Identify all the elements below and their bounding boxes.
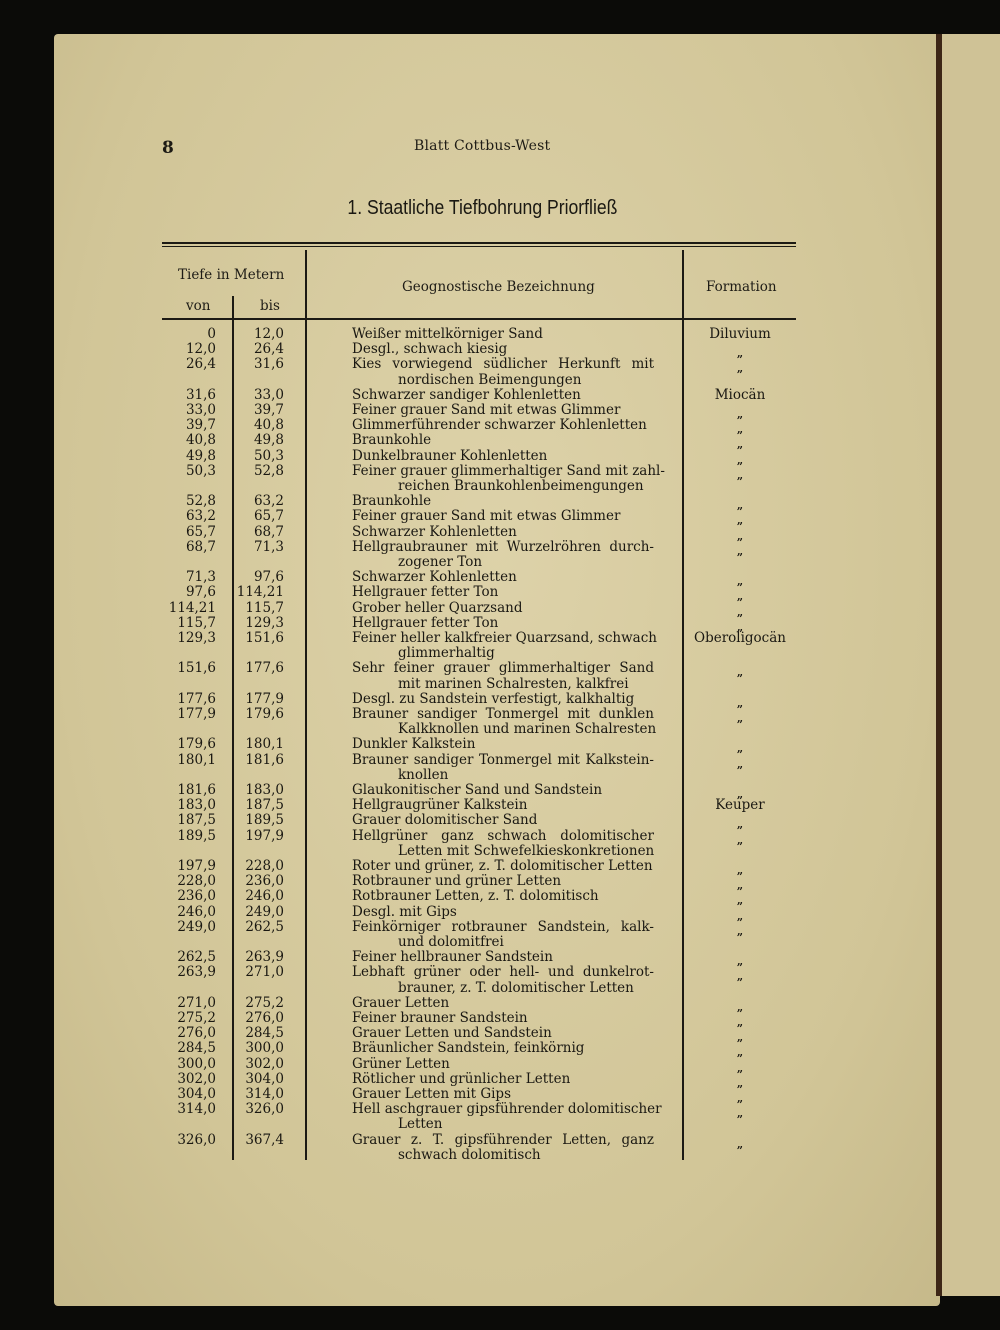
depth-from: 0 [207, 326, 216, 342]
depth-from: 50,3 [185, 462, 216, 479]
depth-to: 31,6 [253, 356, 284, 373]
depth-to: 49,8 [253, 432, 284, 449]
description-line: Hellgrauer fetter Ton [352, 614, 499, 631]
depth-to: 304,0 [245, 1070, 284, 1087]
depth-from: 228,0 [177, 873, 216, 890]
depth-from: 179,6 [177, 736, 216, 753]
formation: „ [736, 696, 744, 710]
depth-from: 33,0 [185, 402, 216, 418]
table-row [0, 356, 1000, 388]
depth-to: 65,7 [253, 508, 284, 525]
depth-to: 300,0 [245, 1040, 284, 1057]
description [352, 859, 654, 874]
description [352, 462, 665, 494]
depth-to: 151,6 [245, 630, 284, 646]
depth-from: 304,0 [177, 1086, 216, 1102]
description-line: Desgl. zu Sandstein verfestigt, kalkhaltig [352, 690, 635, 707]
page-number: 8 [162, 138, 174, 158]
depth-from: 177,9 [177, 706, 216, 722]
depth-from: 63,2 [185, 508, 216, 525]
description [352, 585, 654, 600]
description [352, 920, 654, 950]
table-row [0, 508, 1000, 528]
depth-to: 236,0 [245, 873, 284, 890]
description-line: Grauer Letten mit Gips [352, 1086, 512, 1102]
formation: „ [736, 894, 744, 908]
table-row [0, 569, 1000, 589]
formation: „ [736, 818, 744, 832]
description-line: Feiner grauer Sand mit etwas Glimmer [352, 402, 621, 418]
formation: „ [736, 1000, 744, 1014]
depth-to: 39,7 [253, 402, 284, 418]
formation: „ [736, 955, 744, 969]
table-row [0, 706, 1000, 738]
description-line: Grauer Letten und Sandstein [352, 1025, 552, 1042]
description [352, 1133, 654, 1163]
description-line: Sehr feiner grauer glimmerhaltiger Sand [352, 660, 654, 677]
description [352, 692, 654, 707]
depth-to: 197,9 [245, 827, 284, 844]
description-line: Hellgraugrüner Kalkstein [352, 797, 528, 814]
formation: „ [736, 833, 744, 847]
table-row [0, 812, 1000, 832]
description-line: Grober heller Quarzsand [352, 599, 523, 616]
depth-to: 367,4 [245, 1131, 284, 1148]
table-row [0, 888, 1000, 908]
formation: „ [736, 468, 744, 482]
formation: „ [736, 712, 744, 725]
table-row [0, 827, 1000, 859]
depth-from: 263,9 [177, 964, 216, 981]
description-line: Glimmerführender schwarzer Kohlenletten [352, 417, 647, 434]
description-line: Brauner sandiger Tonmergel mit Kalkstein- [352, 751, 654, 768]
depth-to: 115,7 [245, 599, 284, 616]
depth-from: 71,3 [185, 569, 216, 586]
formation: „ [736, 864, 744, 877]
description-line: Schwarzer Kohlenletten [352, 569, 517, 586]
formation: „ [736, 408, 744, 421]
formation: „ [736, 1107, 744, 1121]
depth-to: 114,21 [236, 584, 284, 601]
description-line: mit marinen Schalresten, kalkfrei [398, 675, 629, 692]
depth-from: 302,0 [177, 1070, 216, 1087]
formation: „ [736, 1061, 744, 1075]
depth-from: 180,1 [177, 751, 216, 768]
header-bottom-rule [162, 318, 796, 320]
description-line: Hellgrauer fetter Ton [352, 584, 499, 601]
depth-to: 271,0 [245, 964, 284, 981]
description-line: zogener Ton [398, 553, 483, 570]
header-depth: Tiefe in Metern [178, 267, 285, 283]
formation: „ [736, 1016, 744, 1029]
description-line: Braunkohle [352, 493, 432, 510]
depth-from: 97,6 [185, 584, 216, 601]
description-line: nordischen Beimengungen [398, 371, 582, 388]
depth-from: 262,5 [177, 949, 216, 966]
header-divider-2 [682, 250, 684, 318]
formation: „ [736, 1046, 744, 1060]
table-row [0, 630, 1000, 662]
depth-to: 33,0 [253, 386, 284, 403]
depth-to: 189,5 [245, 812, 284, 829]
description-line: Letten [398, 1116, 443, 1133]
page-title: 1. Staatliche Tiefbohrung Priorfließ [346, 197, 617, 219]
description-line: Grauer Letten [352, 994, 450, 1011]
depth-from: 65,7 [185, 523, 216, 540]
table-row [0, 660, 1000, 692]
depth-from: 49,8 [185, 447, 216, 464]
depth-from: 284,5 [177, 1040, 216, 1057]
header-von: von [186, 298, 211, 314]
depth-to: 68,7 [253, 523, 284, 540]
depth-to: 40,8 [253, 417, 284, 434]
formation: „ [736, 970, 744, 984]
depth-to: 52,8 [253, 462, 284, 479]
formation: „ [736, 1137, 744, 1151]
header-bis: bis [260, 298, 280, 314]
formation: „ [736, 605, 744, 619]
depth-from: 151,6 [177, 660, 216, 677]
description-line: Feiner heller kalkfreier Quarzsand, schwach [352, 630, 657, 646]
header-divider-1 [305, 250, 307, 318]
description [352, 829, 654, 859]
depth-to: 228,0 [245, 858, 284, 874]
formation: „ [736, 1031, 744, 1045]
table-row [0, 538, 1000, 570]
formation: „ [736, 499, 744, 513]
depth-from: 68,7 [185, 538, 216, 555]
description [352, 1072, 654, 1087]
description [352, 1026, 654, 1041]
depth-to: 50,3 [253, 447, 284, 464]
running-head: Blatt Cottbus-West [414, 138, 551, 154]
description-line: Grüner Letten [352, 1055, 450, 1072]
formation: „ [736, 924, 744, 938]
description-line: Feinkörniger rotbrauner Sandstein, kalk- [352, 918, 654, 935]
description [352, 996, 654, 1011]
depth-from: 271,0 [177, 994, 216, 1011]
depth-from: 115,7 [177, 614, 216, 631]
depth-to: 284,5 [245, 1025, 284, 1042]
description-line: Desgl., schwach kiesig [352, 341, 508, 358]
depth-to: 63,2 [253, 493, 284, 510]
depth-to: 302,0 [245, 1055, 284, 1072]
formation: „ [736, 423, 744, 437]
formation: „ [736, 909, 744, 923]
description-line: Dunkelbrauner Kohlenletten [352, 447, 548, 464]
formation: „ [736, 347, 744, 361]
description [352, 905, 654, 920]
formation: „ [736, 529, 744, 543]
description [352, 1041, 654, 1056]
formation: Miocän [714, 386, 766, 403]
depth-from: 249,0 [177, 918, 216, 935]
table-row [0, 918, 1000, 950]
description-line: Letten mit Schwefelkieskonkretionen [398, 842, 655, 859]
formation: „ [736, 788, 744, 801]
description [352, 327, 654, 342]
description [352, 388, 654, 403]
depth-to: 314,0 [245, 1086, 284, 1102]
formation: „ [736, 438, 744, 452]
depth-from: 12,0 [185, 341, 216, 358]
depth-from: 326,0 [177, 1131, 216, 1148]
formation: „ [736, 544, 744, 558]
description [352, 418, 654, 433]
formation: Keuper [715, 797, 765, 814]
description [352, 601, 654, 616]
description-line: Glaukonitischer Sand und Sandstein [352, 782, 603, 798]
description-line: Bräunlicher Sandstein, feinkörnig [352, 1040, 585, 1057]
table-row [0, 1040, 1000, 1060]
table-row [0, 751, 1000, 783]
depth-to: 12,0 [253, 326, 284, 342]
description [352, 1011, 654, 1026]
formation: „ [736, 453, 744, 467]
depth-to: 246,0 [245, 888, 284, 905]
description-line: und dolomitfrei [398, 933, 504, 950]
description [352, 540, 654, 570]
depth-from: 187,5 [177, 812, 216, 829]
description-line: Schwarzer Kohlenletten [352, 523, 517, 540]
description-line: schwach dolomitisch [398, 1146, 541, 1163]
description-line: Grauer z. T. gipsführender Letten, ganz [352, 1131, 654, 1148]
formation: „ [736, 1092, 744, 1105]
description-line: Desgl. mit Gips [352, 903, 457, 920]
depth-from: 183,0 [177, 797, 216, 814]
description [352, 798, 654, 813]
description [352, 874, 654, 889]
description [352, 889, 654, 904]
description-line: brauner, z. T. dolomitischer Letten [398, 979, 634, 996]
description-line: Rotbrauner Letten, z. T. dolomitisch [352, 888, 599, 905]
table-row [0, 1101, 1000, 1133]
table-row [0, 432, 1000, 452]
description [352, 525, 654, 540]
description [352, 1057, 654, 1072]
description [352, 403, 654, 418]
description-line: Kies vorwiegend südlicher Herkunft mit [352, 356, 654, 373]
description-line: Roter und grüner, z. T. dolomitischer Letten [352, 858, 653, 874]
depth-to: 179,6 [245, 706, 284, 722]
table-top-rule-thin [162, 246, 796, 247]
depth-from: 314,0 [177, 1101, 216, 1118]
formation: Diluvium [709, 326, 771, 342]
depth-from: 300,0 [177, 1055, 216, 1072]
depth-from: 197,9 [177, 858, 216, 874]
description-line: Grauer dolomitischer Sand [352, 812, 538, 829]
depth-to: 129,3 [245, 614, 284, 631]
depth-from: 236,0 [177, 888, 216, 905]
depth-to: 177,9 [245, 690, 284, 707]
depth-from: 246,0 [177, 903, 216, 920]
description [352, 357, 654, 387]
description [352, 753, 654, 783]
depth-from: 40,8 [185, 432, 216, 449]
description [352, 494, 654, 509]
description [352, 433, 654, 448]
depth-to: 97,6 [253, 569, 284, 586]
formation: „ [736, 590, 744, 604]
description-line: Feiner hellbrauner Sandstein [352, 949, 553, 966]
table-top-rule [162, 242, 796, 244]
table-row [0, 736, 1000, 756]
depth-from: 177,6 [177, 690, 216, 707]
depth-to: 71,3 [253, 538, 284, 555]
description [352, 449, 654, 464]
formation: „ [736, 879, 744, 893]
formation: „ [736, 742, 744, 756]
depth-from: 275,2 [177, 1010, 216, 1026]
description [352, 1101, 662, 1133]
formation: „ [736, 575, 744, 589]
description [352, 965, 654, 995]
depth-to: 275,2 [245, 994, 284, 1011]
formation: „ [736, 1076, 744, 1090]
depth-to: 26,4 [253, 341, 284, 358]
depth-to: 183,0 [245, 782, 284, 798]
description [352, 813, 654, 828]
description-line: Kalkknollen und marinen Schalresten [398, 721, 657, 738]
description-line: Weißer mittelkörniger Sand [352, 326, 543, 342]
header-description: Geognostische Bezeichnung [402, 279, 595, 295]
description-line: Dunkler Kalkstein [352, 736, 476, 753]
depth-from: 189,5 [177, 827, 216, 844]
description [352, 570, 654, 585]
depth-to: 181,6 [245, 751, 284, 768]
description [352, 616, 654, 631]
table-row [0, 417, 1000, 437]
formation: „ [736, 514, 744, 528]
depth-from: 129,3 [177, 630, 216, 646]
table-row [0, 462, 1000, 494]
description-line: Feiner brauner Sandstein [352, 1010, 528, 1026]
formation: „ [736, 757, 744, 771]
formation: „ [736, 666, 744, 680]
description-line: Rötlicher und grünlicher Letten [352, 1070, 571, 1087]
depth-from: 39,7 [185, 417, 216, 434]
depth-from: 181,6 [177, 782, 216, 798]
description [352, 1087, 654, 1102]
depth-to: 180,1 [245, 736, 284, 753]
depth-to: 276,0 [245, 1010, 284, 1026]
depth-to: 187,5 [245, 797, 284, 814]
description-line: Schwarzer sandiger Kohlenletten [352, 386, 581, 403]
depth-to: 262,5 [245, 918, 284, 935]
table-row [0, 601, 1000, 617]
description [352, 950, 654, 965]
description [352, 783, 654, 798]
description-line: glimmerhaltig [398, 645, 495, 662]
description-line: Feiner grauer glimmerhaltiger Sand mit zahl- [352, 462, 665, 479]
formation: „ [736, 620, 744, 634]
formation: „ [736, 362, 744, 376]
depth-to: 249,0 [245, 903, 284, 920]
description-line: Hellgraubrauner mit Wurzelröhren durch- [352, 538, 654, 555]
table-row [0, 584, 1000, 604]
description-line: Hellgrüner ganz schwach dolomitischer [352, 827, 654, 844]
depth-from: 26,4 [185, 356, 216, 373]
description [352, 737, 654, 752]
description [352, 661, 654, 691]
depth-to: 326,0 [245, 1101, 284, 1118]
formation: Oberoligocän [694, 630, 786, 646]
depth-from: 52,8 [185, 493, 216, 510]
depth-to: 177,6 [245, 660, 284, 677]
depth-from: 31,6 [185, 386, 216, 403]
description-line: reichen Braunkohlenbeimengungen [398, 477, 644, 494]
description [352, 342, 654, 357]
description-line: Feiner grauer Sand mit etwas Glimmer [352, 508, 621, 525]
description-line: Braunkohle [352, 432, 432, 449]
description [352, 509, 654, 524]
header-formation: Formation [706, 279, 777, 295]
description-line: Hell aschgrauer gipsführender dolomitischer [352, 1101, 662, 1118]
description [352, 630, 657, 662]
description-line: Brauner sandiger Tonmergel mit dunklen [352, 706, 654, 722]
description [352, 706, 657, 738]
description-line: Lebhaft grüner oder hell- und dunkelrot- [352, 964, 654, 981]
table-row [0, 1131, 1000, 1163]
description-line: Rotbrauner und grüner Letten [352, 873, 562, 890]
table-row [0, 964, 1000, 996]
depth-from: 276,0 [177, 1025, 216, 1042]
depth-to: 263,9 [245, 949, 284, 966]
depth-from: 114,21 [168, 599, 216, 616]
description-line: knollen [398, 766, 449, 783]
